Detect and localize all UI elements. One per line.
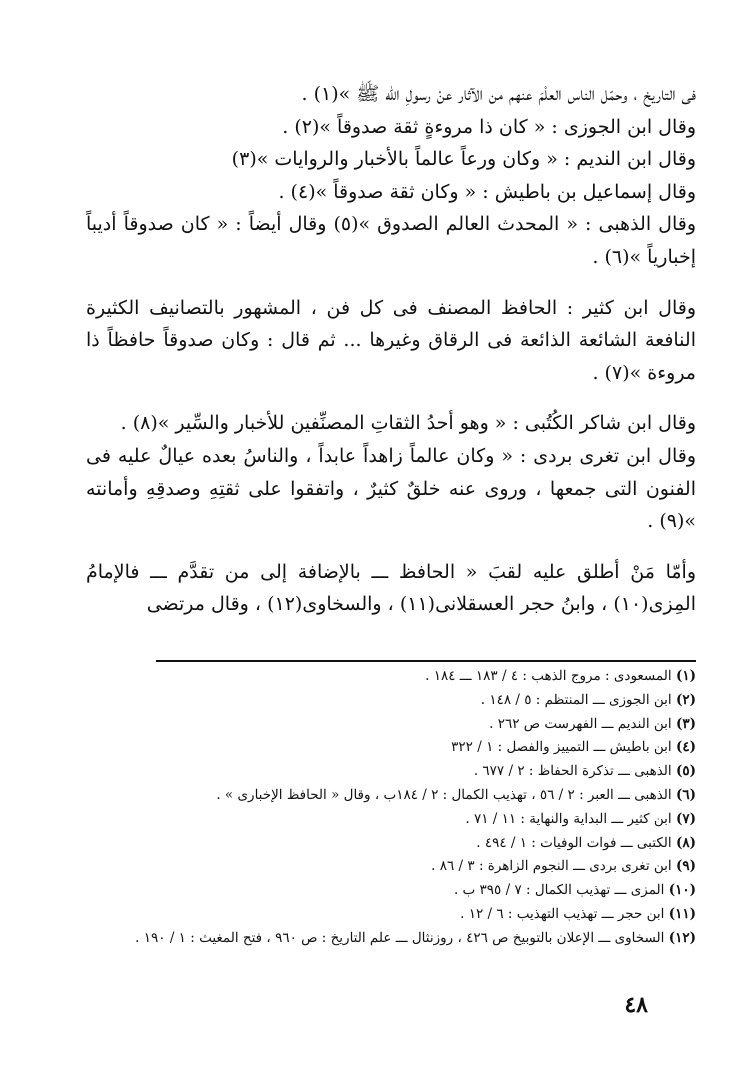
footnote (86, 879, 696, 903)
paragraph-ibn-shakir: وقال ابن شاكر الكُتُبى : « وهو أحدُ الثقاتِ المصنِّفين للأخبار والسِّير »(٨) . (120, 412, 696, 435)
paragraph-ibn-al-nadim: وقال ابن النديم : « وكان ورعاً عالماً بالأخبار والروايات »(٣) (231, 148, 696, 171)
footnote (86, 713, 696, 737)
footnote-text: السخاوى ـــ الإعلان بالتوبيخ ص ٤٢٦ ، روزنثال ـــ علم التاريخ : ص ٩٦٠ ، فتح المغيث : ١ / ١٩٠ . (135, 929, 665, 946)
main-text (86, 78, 696, 621)
paragraph-history: فى التاريخ ، وحمّل الناس العلْمَ عنهم من الآثار عنْ رسولِ الله ﷺ »(١) . (301, 83, 696, 105)
footnote-number: (١٠) (668, 882, 696, 899)
footnotes (86, 665, 696, 951)
footnote-number: (١١) (668, 905, 696, 922)
paragraph-hafiz-title: وأمّا مَنْ أطلق عليه لقبَ « الحافظ ـــ بالإضافة إلى من تقدَّم ـــ فالإمامُ المِزى(١٠) ، وابنُ حجر العسقلانى(١١) ، والسخاوى(١٢) ، وقال مرتضى (86, 560, 696, 616)
footnote-text: ابن كثير ـــ البداية والنهاية : ١١ / ٧١ . (465, 810, 672, 827)
footnote-number: (٣) (675, 715, 696, 732)
paragraph-ibn-al-jawzi: وقال ابن الجوزى : « كان ذا مروءةٍ ثقة صدوقاً »(٢) . (282, 115, 696, 138)
footnote-divider (156, 660, 696, 662)
footnote (86, 760, 696, 784)
footnote-number: (٦) (675, 786, 696, 803)
footnote-number: (١٢) (668, 929, 696, 946)
footnote (86, 927, 696, 951)
footnote-number: (٧) (675, 810, 696, 827)
paragraph-dhahabi: وقال الذهبى : « المحدث العالم الصدوق »(٥) وقال أيضاً : « كان صدوقاً أديباً إخبارياً »(٦) . (86, 213, 696, 268)
footnote-number: (١) (675, 668, 696, 684)
footnote-number: (٥) (675, 763, 696, 780)
footnote-text: ابن النديم ـــ الفهرست ص ٢٦٢ . (489, 715, 672, 732)
footnote (86, 832, 696, 856)
footnote-text: المسعودى : مروج الذهب : ٤ / ١٨٣ ـــ ١٨٤ . (425, 668, 672, 684)
footnote-text: ابن حجر ـــ تهذيب التهذيب : ٦ / ١٢ . (460, 905, 665, 922)
footnote-text: الذهبى ـــ العبر : ٢ / ٥٦ ، تهذيب الكمال : ٢ / ١٨٤ب ، وقال « الحافظ الإخبارى » . (216, 786, 672, 803)
footnote-number: (٤) (675, 739, 696, 756)
footnote-number: (٢) (675, 691, 696, 708)
footnote-number: (٩) (675, 858, 696, 875)
footnote-text: ابن باطيش ـــ التمييز والفصل : ١ / ٣٢٢ (451, 739, 672, 756)
footnote-text: ابن تغرى بردى ـــ النجوم الزاهرة : ٣ / ٨٦ . (431, 858, 672, 875)
footnote (86, 903, 696, 927)
footnote-number: (٨) (675, 834, 696, 851)
footnote-text: الكتبى ـــ فوات الوفيات : ١ / ٤٩٤ . (476, 834, 672, 851)
footnote (86, 784, 696, 808)
footnote (86, 665, 696, 689)
footnote (86, 808, 696, 832)
footnote-text: المزى ـــ تهذيب الكمال : ٧ / ٣٩٥ ب . (453, 882, 665, 899)
footnote (86, 689, 696, 713)
paragraph-ibn-taghri-birdi: وقال ابن تغرى بردى : « وكان عالماً زاهداً عابداً ، والناسُ بعده عيالٌ عليه فى الفنون التى جمعها ، وروى عنه خلقٌ كثيرٌ ، واتفقوا على ثقتِهِ وصدقِهِ وأمانته »(٩) . (86, 444, 696, 533)
paragraph-ibn-batish: وقال إسماعيل بن باطيش : « وكان ثقة صدوقاً »(٤) . (278, 180, 696, 203)
footnote-text: الذهبى ـــ تذكرة الحفاظ : ٢ / ٦٧٧ . (473, 763, 672, 780)
footnote-text: ابن الجوزى ـــ المنتظم : ٥ / ١٤٨ . (480, 691, 672, 708)
page-number: ٤٨ (624, 992, 648, 1018)
paragraph-ibn-kathir: وقال ابن كثير : الحافظ المصنف فى كل فن ، المشهور بالتصانيف الكثيرة النافعة الشائعة الذائعة فى الرقاق وغيرها ... ثم قال : وكان صدوقاً حافظاً ذا مروءة »(٧) . (86, 296, 696, 384)
footnote (86, 736, 696, 760)
footnote (86, 855, 696, 879)
